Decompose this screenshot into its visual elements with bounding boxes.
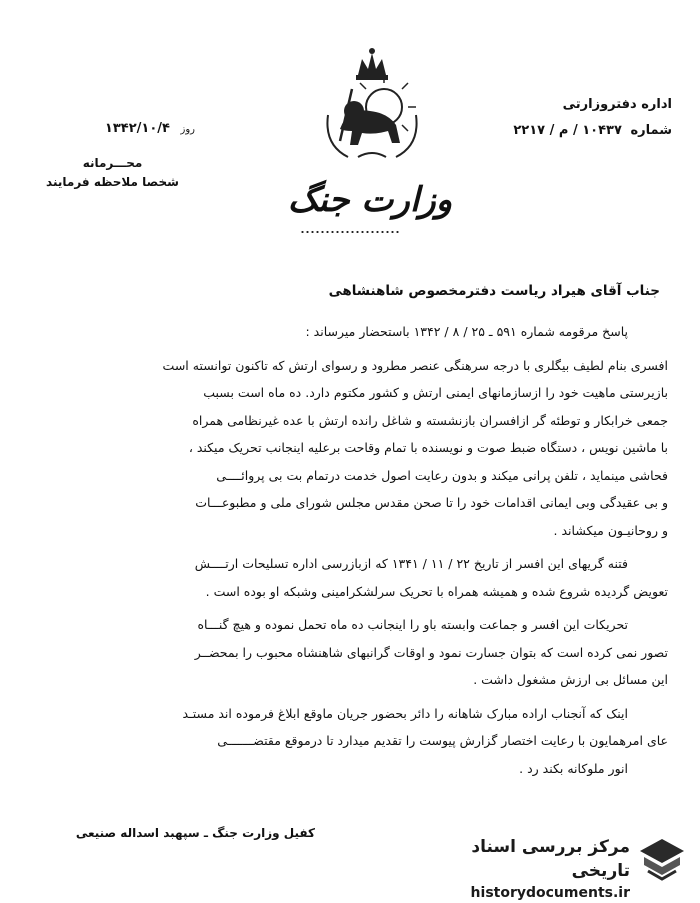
lion-and-sun-emblem-icon bbox=[318, 45, 426, 165]
body-line: بازیرستی ماهیت خود را ازسازمانهای ایمنی ارتش و کشور مکتوم دارد. ده ماه است بسبب bbox=[203, 385, 668, 400]
body-line: انور ملوکانه بکند رد . bbox=[519, 760, 628, 776]
body-line: این مسائل بی ارزش مشغول داشت . bbox=[473, 672, 668, 687]
body-line: جمعی خرابکار و توطئه گر ازافسران بازنشسته و شاغل رانده ارتش با عده غیرنظامی همراه bbox=[192, 412, 668, 428]
ministry-name: وزارت جنگ bbox=[287, 180, 453, 220]
watermark bbox=[402, 835, 692, 901]
office-label: اداره دفتروزارتی bbox=[562, 97, 672, 112]
dotted-divider bbox=[300, 230, 400, 234]
body-line: تعویض گردیده شروع شده و همیشه همراه با تحریک سرلشکرامینی وشبکه او بوده است . bbox=[205, 583, 668, 599]
letter-body bbox=[43, 318, 668, 782]
body-line: پاسخ مرقومه شماره ۵۹۱ ـ ۲۵ / ۸ / ۱۳۴۲ باستحضار میرساند : bbox=[305, 324, 628, 339]
body-line: فتنه گریهای این افسر از تاریخ ۲۲ / ۱۱ / ۱۳۴۱ که ازبازرسی اداره تسلیحات ارتــــش bbox=[194, 556, 628, 571]
body-line: و روحانیـون میکشاند . bbox=[553, 522, 668, 538]
body-line: عای امرهمایون با رعایت اختصار گزارش پیوست را تقدیم میدارد تا درموقع مقتضـــــــی bbox=[217, 733, 668, 748]
number-value: ۱۰۴۳۷ / م / ۲۲۱۷ bbox=[513, 123, 622, 138]
body-line: تحریکات این افسر و جماعت وابسته باو را اینجانب ده ماه تحمل نموده و هیچ گنـــاه bbox=[197, 617, 628, 632]
letterhead-right bbox=[442, 92, 672, 144]
body-line: فحاشی مینماید ، تلفن پرانی میکند و بدون رعایت اصول خدمت درتمام بت بی پروائــــی bbox=[216, 467, 668, 483]
number-label: شماره bbox=[630, 123, 672, 138]
day-label: روز bbox=[180, 124, 195, 135]
signature: کفیل وزارت جنگ ـ سپهبد اسداله صنیعی bbox=[75, 826, 315, 840]
watermark-title: مرکز بررسی اسناد تاریخی bbox=[471, 837, 630, 881]
body-line: با ماشین نویس ، دستگاه ضبط صوت و نویسنده با تمام وقاحت برعلیه اینجانب تحریک میکند ، bbox=[188, 440, 668, 455]
addressee: جناب آقای هیراد ریاست دفترمخصوص شاهنشاهی bbox=[328, 283, 660, 299]
body-line: افسری بنام لطیف بیگلری با درجه سرهنگی عنصر مطرود و رسوای ارتش که تاکنون توانسته است bbox=[162, 357, 668, 373]
watermark-url: historydocuments.ir bbox=[470, 885, 630, 901]
body-line: اینک که آنجناب اراده مبارک شاهانه را دائر بحضور جریان ماوقع ابلاغ فرموده اند مستـد bbox=[182, 705, 628, 721]
body-line: تصور نمی کرده است که بتوان جسارت نمود و اوقات گرانبهای شاهنشاه محبوب را بمحضــر bbox=[194, 644, 668, 660]
date-value: ۱۳۴۲/۱۰/۴ bbox=[104, 121, 170, 136]
letterhead-left bbox=[30, 118, 195, 191]
body-line: و بی عقیدگی وبی ایمانی اقدامات خود را تا صحن مقدس مجلس شورای ملی و مطبوعـــات bbox=[195, 495, 668, 510]
classification-note: شخصا ملاحظه فرمایند bbox=[46, 175, 179, 189]
classification: محـــرمانه bbox=[82, 156, 143, 170]
archive-logo-icon bbox=[638, 837, 686, 881]
